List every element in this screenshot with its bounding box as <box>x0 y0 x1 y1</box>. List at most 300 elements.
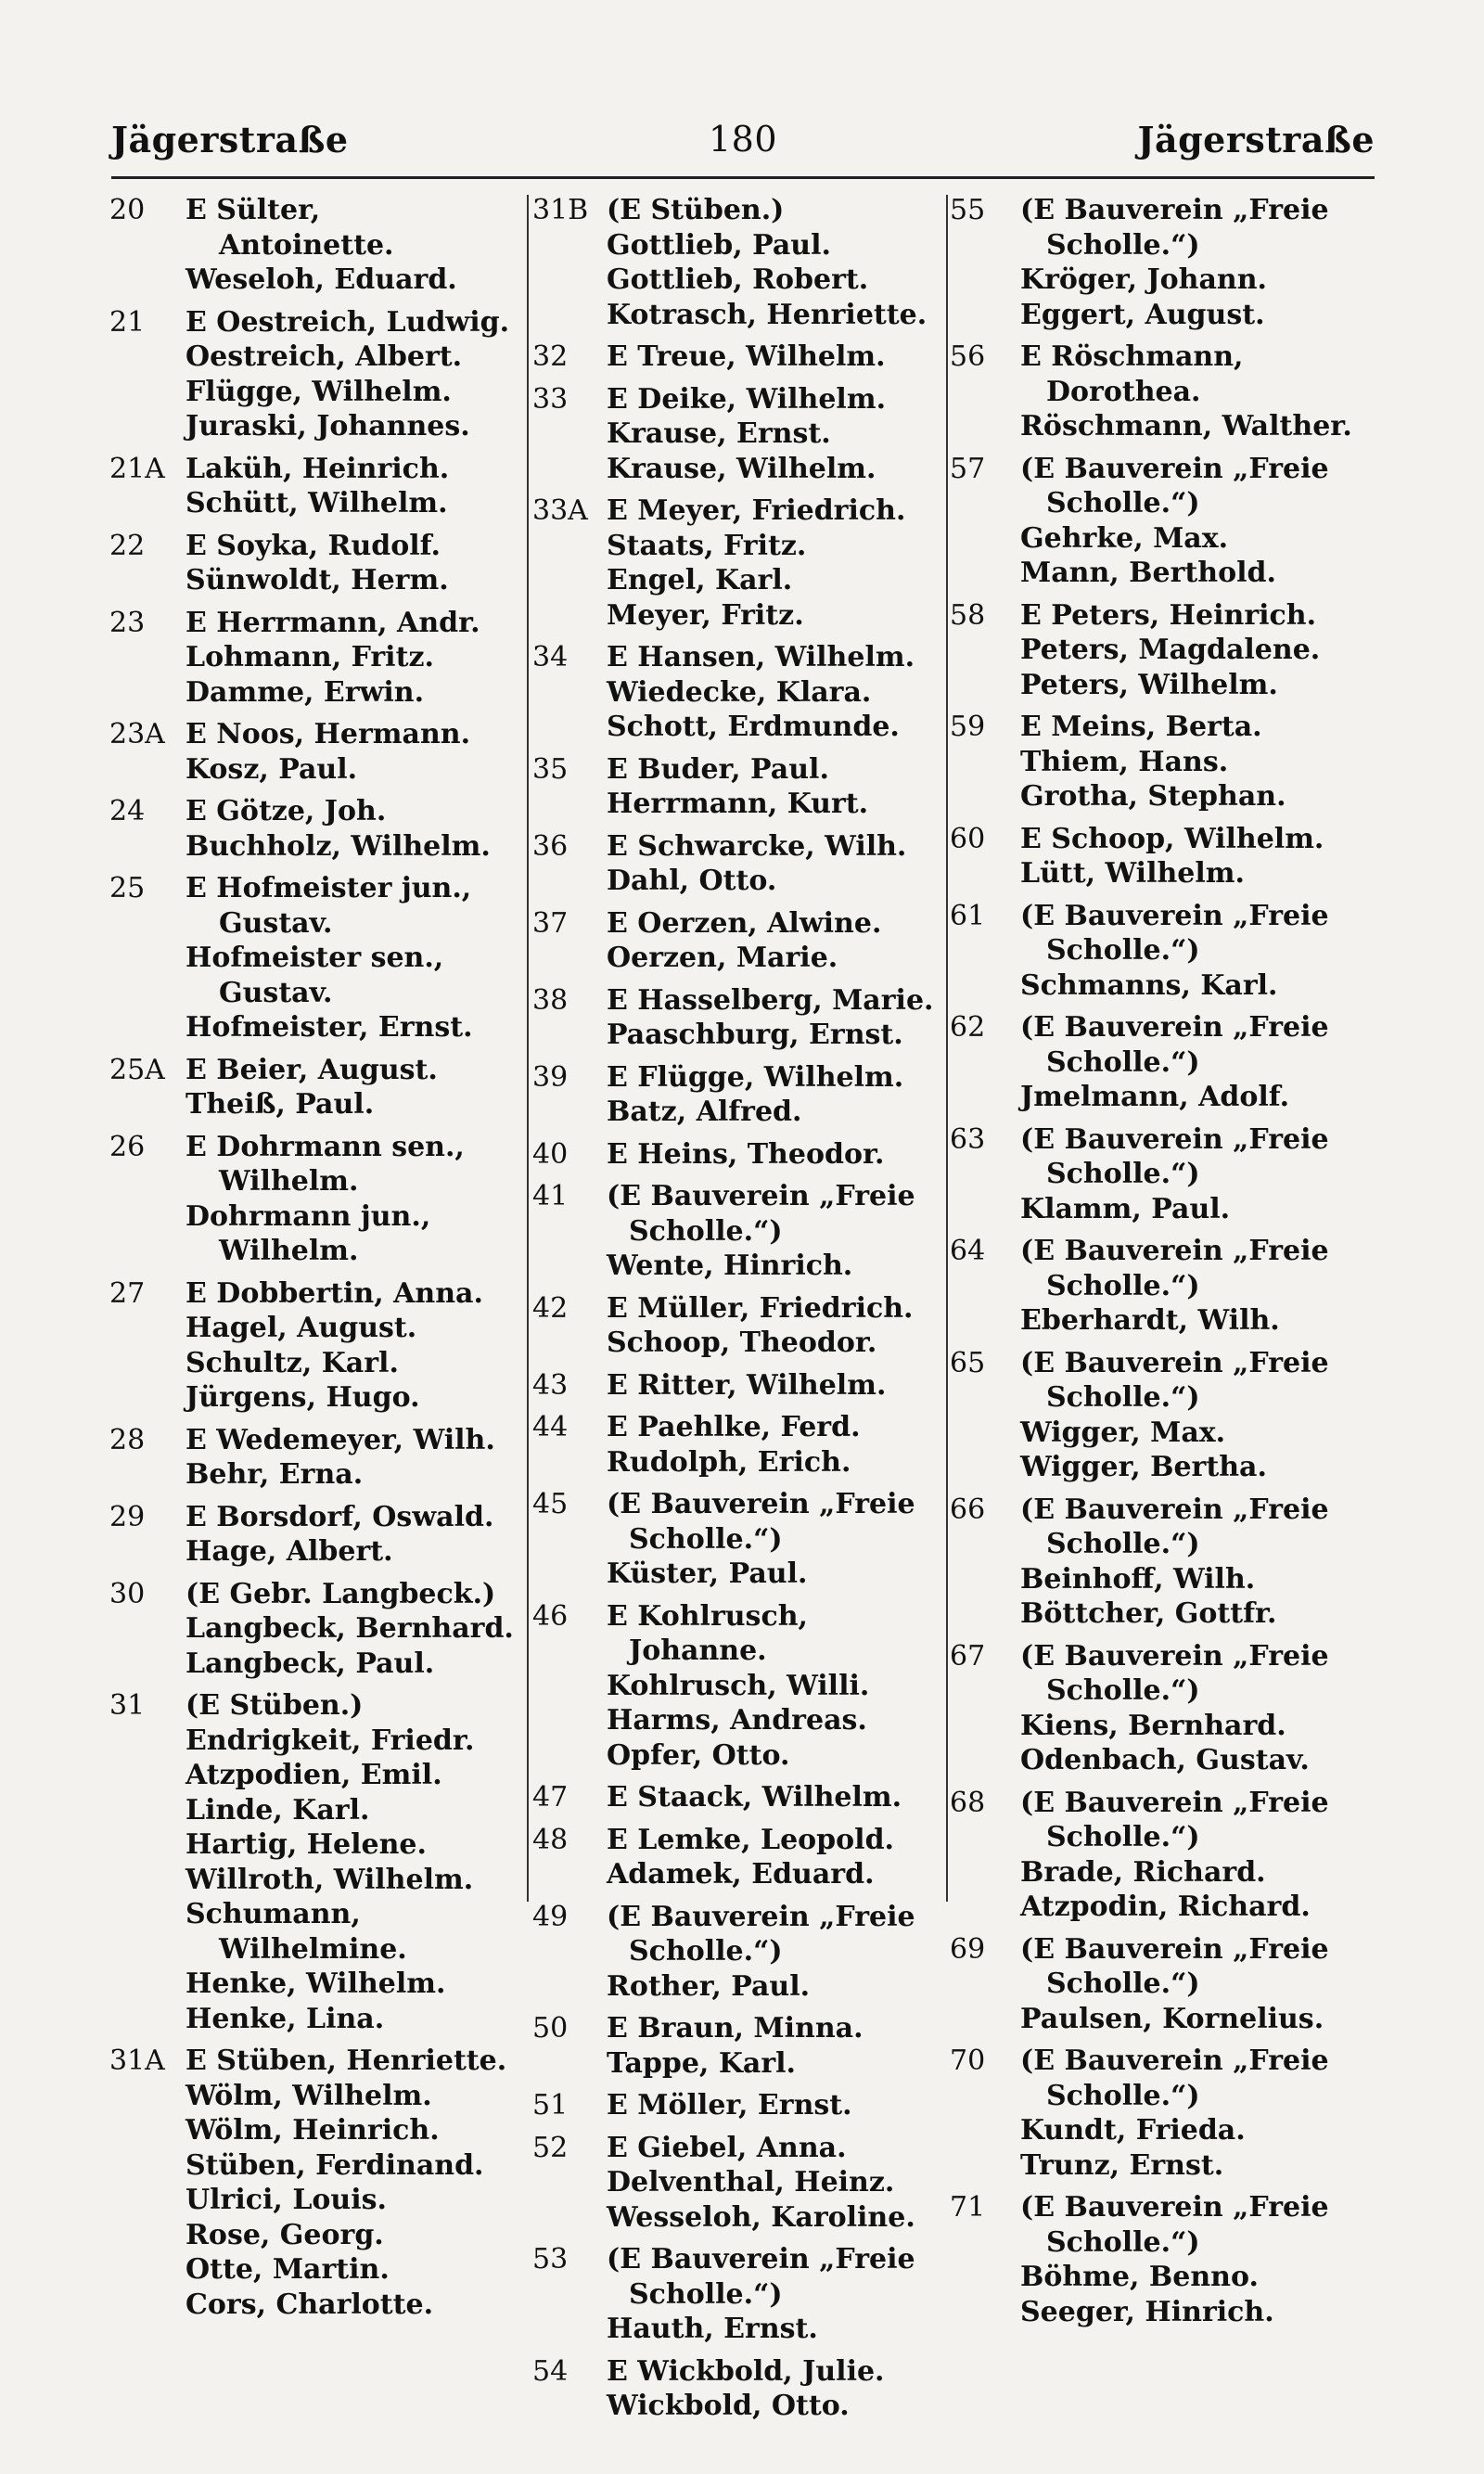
directory-entry <box>109 871 523 906</box>
directory-entry <box>532 1291 950 1327</box>
house-number: 41 <box>532 1180 569 1212</box>
directory-entry <box>109 1053 523 1088</box>
resident-name: Wickbold, Otto. <box>607 2390 850 2422</box>
resident-name: Paulsen, Kornelius. <box>1020 2002 1324 2035</box>
resident-name: E Beier, August. <box>186 1053 438 1086</box>
resident-name: (E Bauverein „Freie <box>1020 194 1329 226</box>
directory-entry <box>532 2046 950 2082</box>
directory-entry <box>532 1780 950 1815</box>
resident-name: Kröger, Johann. <box>1020 263 1267 296</box>
directory-entry <box>950 856 1376 891</box>
directory-entry <box>532 906 950 942</box>
directory-entry <box>532 2312 950 2347</box>
house-number: 30 <box>109 1577 146 1610</box>
directory-entry <box>532 710 950 745</box>
directory-entry <box>950 298 1376 333</box>
directory-entry <box>532 452 950 487</box>
resident-name: E Wickbold, Julie. <box>607 2354 885 2388</box>
directory-entry <box>532 1179 950 1214</box>
directory-entry <box>109 1199 523 1235</box>
directory-entry <box>109 2183 523 2218</box>
directory-entry <box>109 2079 523 2114</box>
resident-name: Langbeck, Paul. <box>186 1647 435 1680</box>
page-number: 180 <box>708 119 778 160</box>
resident-name: Trunz, Ernst. <box>1020 2148 1224 2182</box>
directory-entry <box>109 829 523 865</box>
directory-entry <box>109 2044 523 2079</box>
directory-entry <box>950 521 1376 557</box>
resident-name: Wigger, Max. <box>1020 1416 1226 1449</box>
directory-entry <box>532 1857 950 1892</box>
resident-name: Hartig, Helene. <box>186 1828 427 1861</box>
directory-entry <box>109 2288 523 2323</box>
directory-entry <box>950 375 1376 410</box>
resident-name: Scholle.“) <box>1046 1821 1200 1853</box>
resident-name: Jürgens, Hugo. <box>186 1381 420 1414</box>
resident-name: E Dohrmann sen., <box>186 1130 465 1163</box>
resident-name: Odenbach, Gustav. <box>1020 1744 1310 1776</box>
resident-name: Staats, Fritz. <box>607 529 807 562</box>
resident-name: (E Bauverein „Freie <box>607 1180 915 1212</box>
resident-name: Scholle.“) <box>1046 1158 1200 1190</box>
house-number: 68 <box>950 1786 986 1819</box>
house-number: 47 <box>532 1781 569 1814</box>
directory-entry <box>109 193 523 228</box>
resident-name: Scholle.“) <box>1046 2225 1200 2259</box>
directory-entry <box>532 598 950 634</box>
resident-name: (E Bauverein „Freie <box>1020 2045 1329 2077</box>
directory-entry <box>532 2277 950 2313</box>
directory-entry <box>532 752 950 788</box>
directory-entry <box>950 710 1376 745</box>
directory-entry <box>950 968 1376 1004</box>
directory-entry <box>950 1639 1376 1674</box>
directory-entry <box>950 1192 1376 1227</box>
directory-entry <box>532 1738 950 1774</box>
directory-entry <box>109 1276 523 1312</box>
resident-name: (E Bauverein „Freie <box>1020 1639 1329 1673</box>
resident-name: Scholle.“) <box>629 1935 783 1968</box>
directory-entry <box>950 1380 1376 1416</box>
directory-entry <box>109 1311 523 1346</box>
resident-name: Gustav. <box>219 976 333 1009</box>
resident-name: Theiß, Paul. <box>186 1088 375 1121</box>
directory-entry <box>109 1380 523 1416</box>
directory-entry <box>109 529 523 564</box>
resident-name: (E Stüben.) <box>607 194 785 226</box>
directory-entry <box>950 340 1376 375</box>
resident-name: E Giebel, Anna. <box>607 2131 847 2164</box>
resident-name: Wente, Hinrich. <box>607 1250 853 1282</box>
house-number: 45 <box>532 1488 569 1520</box>
resident-name: Wilhelmine. <box>219 1932 407 1966</box>
directory-entry <box>109 375 523 410</box>
directory-entry <box>109 1827 523 1863</box>
directory-entry <box>109 486 523 521</box>
directory-entry <box>532 1445 950 1481</box>
directory-entry <box>950 452 1376 487</box>
house-number: 37 <box>532 906 569 940</box>
directory-entry <box>950 1234 1376 1269</box>
house-number: 26 <box>109 1130 146 1163</box>
resident-name: Willroth, Wilhelm. <box>186 1863 474 1896</box>
resident-name: Wesseloh, Karoline. <box>607 2200 915 2234</box>
directory-entry <box>109 1346 523 1381</box>
directory-entry <box>950 1967 1376 2002</box>
house-number: 50 <box>532 2012 569 2045</box>
directory-entry <box>950 1010 1376 1045</box>
directory-entry <box>532 2165 950 2200</box>
house-number: 70 <box>950 2045 986 2077</box>
directory-entry <box>532 1018 950 1053</box>
resident-name: Hofmeister sen., <box>186 942 444 974</box>
house-number: 24 <box>109 795 146 827</box>
resident-name: E Meins, Berta. <box>1020 711 1262 743</box>
resident-name: Hage, Albert. <box>186 1535 393 1568</box>
resident-name: Gehrke, Max. <box>1020 521 1229 555</box>
resident-name: Stüben, Ferdinand. <box>186 2148 484 2182</box>
resident-name: Scholle.“) <box>1046 487 1200 519</box>
resident-name: Ulrici, Louis. <box>186 2184 387 2216</box>
resident-name: (E Bauverein „Freie <box>1020 1493 1329 1526</box>
resident-name: Scholle.“) <box>1046 1045 1200 1079</box>
resident-name: E Meyer, Friedrich. <box>607 494 906 527</box>
directory-entry <box>950 822 1376 857</box>
house-number: 33 <box>532 382 569 416</box>
house-number: 63 <box>950 1122 986 1156</box>
resident-name: Scholle.“) <box>629 2277 783 2311</box>
directory-entry <box>950 745 1376 780</box>
directory-entry <box>532 228 950 263</box>
directory-entry <box>950 899 1376 934</box>
directory-entry <box>532 417 950 452</box>
directory-entry <box>532 1522 950 1557</box>
resident-name: Engel, Karl. <box>607 564 793 596</box>
resident-name: E Borsdorf, Oswald. <box>186 1500 494 1533</box>
directory-entry <box>109 1010 523 1045</box>
resident-name: Flügge, Wilhelm. <box>186 375 452 408</box>
directory-entry <box>532 298 950 333</box>
directory-entry <box>109 794 523 829</box>
directory-entry <box>532 2242 950 2277</box>
resident-name: Krause, Ernst. <box>607 417 831 450</box>
resident-name: Jmelmann, Adolf. <box>1020 1081 1290 1113</box>
directory-entry <box>532 829 950 865</box>
resident-name: (E Bauverein „Freie <box>1020 1235 1329 1267</box>
resident-name: Scholle.“) <box>1046 2079 1200 2112</box>
directory-entry <box>532 529 950 564</box>
resident-name: (E Bauverein „Freie <box>607 2243 915 2275</box>
resident-name: Gottlieb, Paul. <box>607 228 831 262</box>
house-number: 46 <box>532 1599 569 1633</box>
resident-name: Henke, Wilhelm. <box>186 1968 446 2000</box>
house-number: 34 <box>532 641 569 673</box>
resident-name: Scholle.“) <box>1046 934 1200 967</box>
directory-entry <box>950 633 1376 668</box>
directory-entry <box>109 1087 523 1122</box>
directory-entry <box>950 1527 1376 1562</box>
directory-entry <box>532 2011 950 2046</box>
directory-entry <box>109 409 523 444</box>
directory-entry <box>109 263 523 298</box>
resident-name: Herrmann, Kurt. <box>607 788 869 820</box>
directory-entry <box>109 1863 523 1898</box>
resident-name: (E Bauverein „Freie <box>1020 1786 1329 1819</box>
directory-entry <box>950 1346 1376 1381</box>
house-number: 71 <box>950 2191 986 2224</box>
directory-entry <box>950 1786 1376 1821</box>
directory-entry <box>950 409 1376 444</box>
resident-name: Schumann, <box>186 1898 361 1930</box>
house-number: 53 <box>532 2243 569 2275</box>
resident-name: Scholle.“) <box>1046 1381 1200 1414</box>
resident-name: Linde, Karl. <box>186 1793 370 1827</box>
resident-name: E Deike, Wilhelm. <box>607 382 887 416</box>
resident-name: (E Bauverein „Freie <box>1020 1122 1329 1156</box>
directory-entry <box>950 1890 1376 1925</box>
directory-entry <box>532 941 950 976</box>
resident-name: E Wedemeyer, Wilh. <box>186 1423 495 1456</box>
house-number: 69 <box>950 1932 986 1966</box>
resident-name: Thiem, Hans. <box>1020 745 1229 778</box>
directory-entry <box>532 494 950 529</box>
resident-name: Scholle.“) <box>629 1522 783 1556</box>
resident-name: Hofmeister, Ernst. <box>186 1011 473 1044</box>
directory-entry <box>532 1410 950 1445</box>
resident-name: Paaschburg, Ernst. <box>607 1019 903 1051</box>
resident-name: E Stüben, Henriette. <box>186 2045 507 2077</box>
house-number: 64 <box>950 1235 986 1267</box>
resident-name: Wölm, Wilhelm. <box>186 2079 432 2112</box>
resident-name: Grotha, Stephan. <box>1020 780 1286 813</box>
resident-name: Scholle.“) <box>629 1214 783 1248</box>
resident-name: Rudolph, Erich. <box>607 1445 851 1479</box>
directory-entry <box>109 1577 523 1612</box>
house-number: 56 <box>950 340 986 373</box>
resident-name: Eberhardt, Wilh. <box>1020 1304 1280 1337</box>
resident-name: Krause, Wilhelm. <box>607 452 876 485</box>
resident-name: Wilhelm. <box>219 1165 359 1198</box>
house-number: 60 <box>950 822 986 855</box>
resident-name: Buchholz, Wilhelm. <box>186 829 491 863</box>
resident-name: Schmanns, Karl. <box>1020 968 1278 1002</box>
resident-name: E Lemke, Leopold. <box>607 1823 894 1856</box>
resident-name: Weseloh, Eduard. <box>186 263 457 296</box>
resident-name: Schoop, Theodor. <box>607 1327 877 1359</box>
house-number: 40 <box>532 1137 569 1171</box>
resident-name: Wilhelm. <box>219 1235 359 1267</box>
directory-entry <box>109 640 523 675</box>
resident-name: Juraski, Johannes. <box>186 410 470 442</box>
house-number: 31B <box>532 194 589 226</box>
header-street-right: Jägerstraße <box>1137 119 1375 160</box>
house-number: 58 <box>950 598 986 632</box>
resident-name: Lütt, Wilhelm. <box>1020 857 1245 890</box>
directory-entry <box>532 1214 950 1250</box>
directory-entry <box>109 2218 523 2253</box>
directory-entry <box>109 941 523 976</box>
directory-entry <box>109 976 523 1011</box>
house-number: 21A <box>109 452 165 485</box>
directory-entry <box>109 2148 523 2184</box>
house-number: 29 <box>109 1500 146 1533</box>
directory-entry <box>532 640 950 675</box>
resident-name: E Schwarcke, Wilh. <box>607 829 907 863</box>
house-number: 44 <box>532 1411 569 1443</box>
directory-entry <box>950 193 1376 228</box>
resident-name: E Herrmann, Andr. <box>186 606 480 639</box>
directory-entry <box>532 864 950 899</box>
resident-name: Brade, Richard. <box>1020 1855 1266 1889</box>
directory-entry <box>950 1450 1376 1485</box>
directory-entry <box>532 2200 950 2236</box>
resident-name: Otte, Martin. <box>186 2253 390 2286</box>
house-number: 23A <box>109 718 165 750</box>
directory-entry <box>950 486 1376 521</box>
resident-name: (E Bauverein „Freie <box>607 1488 915 1520</box>
house-number: 57 <box>950 452 986 485</box>
resident-name: Lohmann, Fritz. <box>186 641 434 673</box>
directory-entry <box>109 340 523 375</box>
directory-entry <box>109 1423 523 1458</box>
directory-entry <box>532 1060 950 1096</box>
directory-entry <box>109 1500 523 1535</box>
resident-name: Rother, Paul. <box>607 1969 811 2003</box>
directory-entry <box>950 1493 1376 1528</box>
directory-entry <box>950 2002 1376 2037</box>
directory-entry <box>532 1823 950 1858</box>
resident-name: Peters, Magdalene. <box>1020 634 1321 666</box>
resident-name: Endrigkeit, Friedr. <box>186 1724 475 1757</box>
resident-name: E Hansen, Wilhelm. <box>607 641 915 673</box>
resident-name: Hauth, Ernst. <box>607 2313 818 2345</box>
directory-entry <box>532 983 950 1019</box>
directory-entry <box>950 933 1376 968</box>
directory-entry <box>950 1743 1376 1778</box>
directory-entry <box>532 1487 950 1522</box>
directory-entry <box>950 598 1376 634</box>
resident-name: Scholle.“) <box>1046 1674 1200 1707</box>
resident-name: Klamm, Paul. <box>1020 1192 1231 1225</box>
directory-entry <box>532 2088 950 2123</box>
resident-name: Wigger, Bertha. <box>1020 1451 1267 1483</box>
resident-name: E Staack, Wilhelm. <box>607 1781 902 1814</box>
directory-entry <box>532 1326 950 1361</box>
directory-entry <box>950 2044 1376 2079</box>
directory-entry <box>109 1758 523 1793</box>
resident-name: (E Bauverein „Freie <box>1020 899 1329 932</box>
resident-name: Kotrasch, Henriette. <box>607 298 928 331</box>
resident-name: (E Bauverein „Freie <box>1020 2191 1329 2224</box>
resident-name: E Hasselberg, Marie. <box>607 983 934 1017</box>
resident-name: E Buder, Paul. <box>607 752 829 786</box>
resident-name: Scholle.“) <box>1046 228 1200 262</box>
directory-entry <box>950 1303 1376 1339</box>
house-number: 66 <box>950 1493 986 1526</box>
directory-entry <box>950 2079 1376 2114</box>
resident-name: Röschmann, Walther. <box>1020 410 1352 442</box>
resident-name: Schultz, Karl. <box>186 1346 399 1379</box>
resident-name: Rose, Georg. <box>186 2218 384 2251</box>
resident-name: Schott, Erdmunde. <box>607 711 900 743</box>
house-number: 25 <box>109 872 146 904</box>
directory-entry <box>950 668 1376 703</box>
resident-name: E Kohlrusch, <box>607 1599 808 1633</box>
resident-name: E Hofmeister jun., <box>186 872 472 904</box>
resident-name: Delventhal, Heinz. <box>607 2166 895 2198</box>
directory-entry <box>109 1793 523 1828</box>
house-number: 22 <box>109 529 146 562</box>
house-number: 39 <box>532 1060 569 1094</box>
directory-entry <box>109 717 523 752</box>
directory-entry <box>109 1534 523 1570</box>
resident-name: E Ritter, Wilhelm. <box>607 1368 887 1402</box>
directory-entry <box>532 563 950 598</box>
directory-entry <box>950 2148 1376 2184</box>
resident-name: (E Stüben.) <box>186 1689 364 1722</box>
directory-entry <box>950 2113 1376 2148</box>
house-number: 31A <box>109 2045 165 2077</box>
resident-name: Scholle.“) <box>1046 1269 1200 1302</box>
directory-entry <box>532 2354 950 2390</box>
resident-name: Böhme, Benno. <box>1020 2261 1259 2293</box>
house-number: 31 <box>109 1689 146 1722</box>
house-number: 35 <box>532 752 569 786</box>
column-1 <box>109 193 523 2429</box>
column-3 <box>950 193 1376 2429</box>
resident-name: (E Bauverein „Freie <box>1020 1932 1329 1966</box>
house-number: 27 <box>109 1276 146 1310</box>
resident-name: E Dobbertin, Anna. <box>186 1276 483 1310</box>
resident-name: Eggert, August. <box>1020 298 1265 331</box>
resident-name: Langbeck, Bernhard. <box>186 1612 514 1645</box>
directory-entry <box>950 556 1376 591</box>
directory-entry <box>950 1932 1376 1968</box>
directory-entry <box>109 2002 523 2037</box>
directory-entry <box>532 1368 950 1404</box>
directory-entry <box>532 1900 950 1935</box>
directory-entry <box>532 2389 950 2424</box>
resident-name: Antoinette. <box>219 228 394 262</box>
resident-name: Henke, Lina. <box>186 2002 385 2035</box>
resident-name: Peters, Wilhelm. <box>1020 668 1278 701</box>
directory-entry <box>950 2225 1376 2261</box>
directory-entry <box>532 1599 950 1634</box>
directory-entry <box>950 779 1376 814</box>
house-number: 36 <box>532 829 569 863</box>
directory-entry <box>532 1703 950 1738</box>
resident-name: Kohlrusch, Willi. <box>607 1669 870 1702</box>
directory-entry <box>950 1596 1376 1632</box>
resident-name: E Treue, Wilhelm. <box>607 340 886 373</box>
directory-entry <box>109 906 523 942</box>
resident-name: Sünwoldt, Herm. <box>186 564 449 596</box>
resident-name: Kundt, Frieda. <box>1020 2114 1246 2147</box>
resident-name: E Oerzen, Alwine. <box>607 906 882 940</box>
resident-name: Dorothea. <box>1046 375 1201 408</box>
column-2 <box>532 193 950 2429</box>
directory-entry <box>532 1095 950 1130</box>
directory-entry <box>532 263 950 298</box>
resident-name: (E Bauverein „Freie <box>1020 1011 1329 1044</box>
house-number: 20 <box>109 194 146 226</box>
resident-name: Seeger, Hinrich. <box>1020 2295 1274 2328</box>
directory-entry <box>532 2131 950 2166</box>
house-number: 48 <box>532 1823 569 1856</box>
house-number: 51 <box>532 2089 569 2121</box>
directory-entry <box>532 1137 950 1173</box>
directory-entry <box>950 1080 1376 1115</box>
